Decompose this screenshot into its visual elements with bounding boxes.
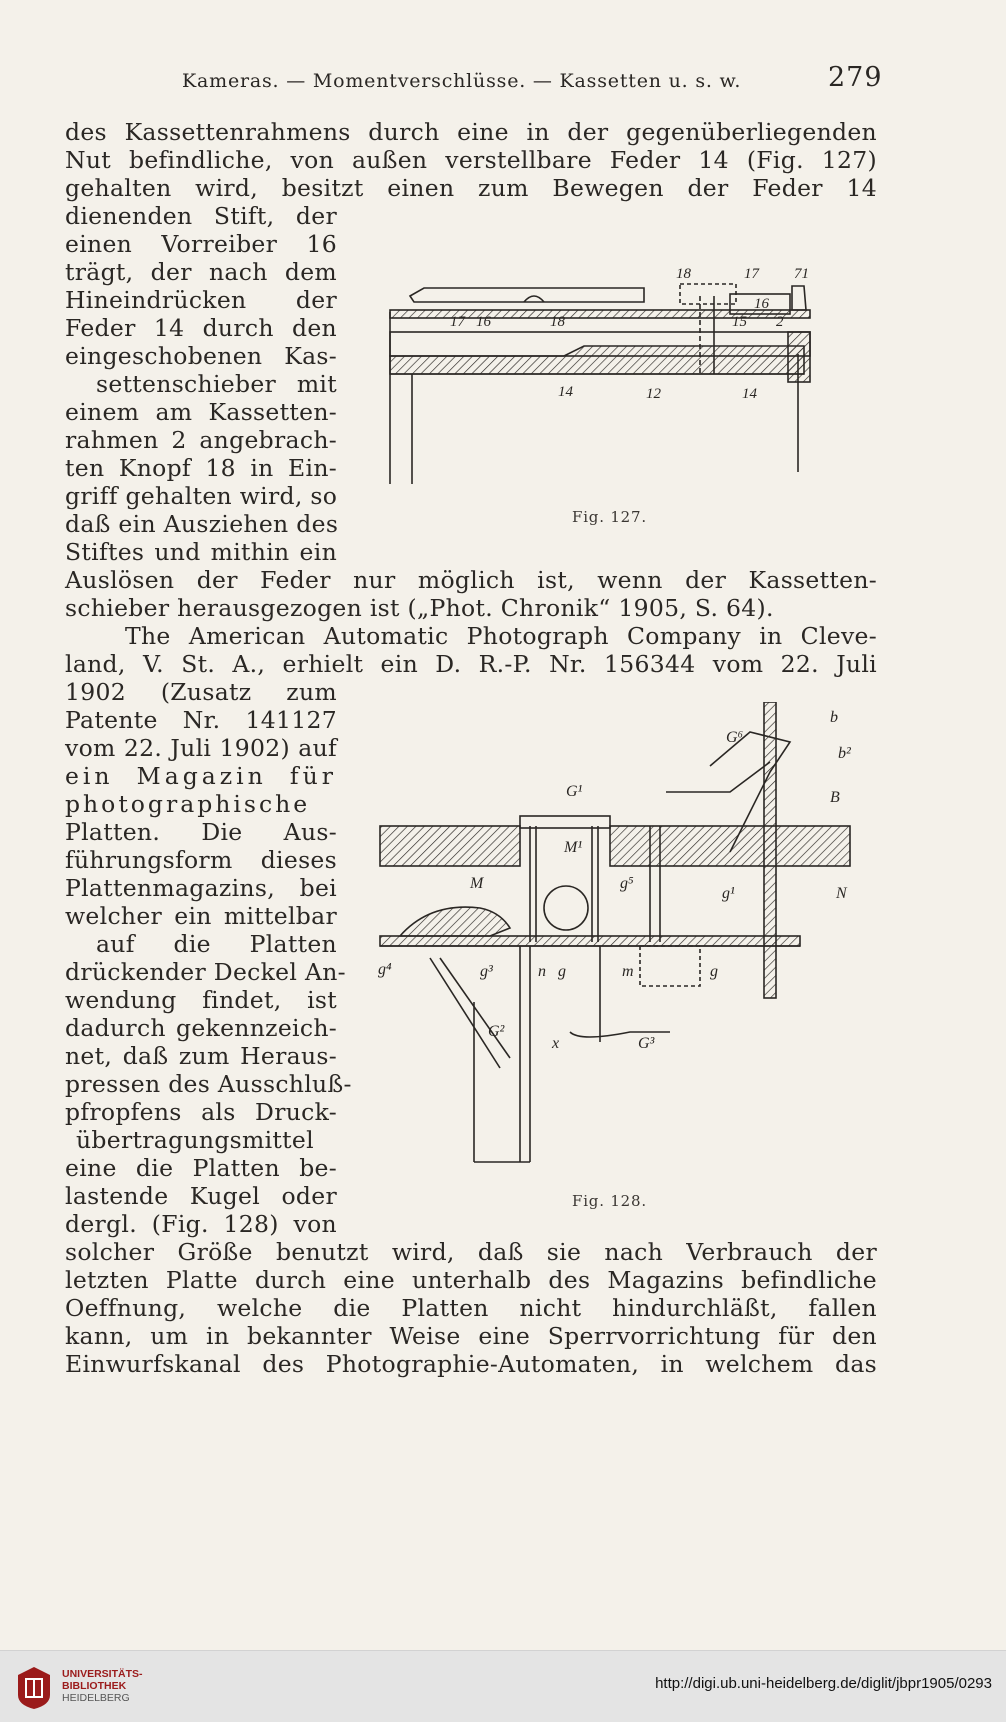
- fig128-label: n: [538, 963, 546, 980]
- logo-line: HEIDELBERG: [62, 1692, 130, 1704]
- fig127-label: 17: [450, 314, 465, 330]
- text-line: schieber herausgezogen ist („Phot. Chronik“ 1905, S. 64).: [65, 594, 774, 622]
- fig127-label: 71: [794, 266, 809, 282]
- fig128-label: G³: [638, 1035, 655, 1052]
- text-line: letzten Platte durch eine unterhalb des Magazins befindliche: [65, 1266, 877, 1294]
- library-footer: [0, 1650, 1006, 1722]
- text-line: führungsform dieses: [65, 846, 337, 874]
- fig128-label: G¹: [566, 783, 583, 800]
- text-line: Auslösen der Feder nur möglich ist, wenn der Kassetten-: [65, 566, 877, 594]
- source-url-link[interactable]: http://digi.ub.uni-heidelberg.de/diglit/jbpr1905/0293: [655, 1675, 992, 1692]
- fig127-label: 18: [676, 266, 691, 282]
- fig127-label: 12: [646, 386, 661, 402]
- fig128-label: g: [558, 963, 566, 980]
- text-line: auf die Platten: [96, 930, 337, 958]
- fig128-label: b²: [838, 745, 851, 762]
- text-line: daß ein Ausziehen des: [65, 510, 339, 538]
- fig128-label: M¹: [564, 839, 583, 856]
- fig127-label: 14: [558, 384, 573, 400]
- text-line: Patente Nr. 141127: [65, 706, 337, 734]
- text-line: griff gehalten wird, so: [65, 482, 338, 510]
- fig128-label: g⁴: [378, 961, 392, 978]
- text-line: land, V. St. A., erhielt ein D. R.-P. Nr. 156344 vom 22. Juli: [65, 650, 877, 678]
- library-logo-text: [62, 1668, 143, 1704]
- fig128-label: N: [836, 885, 847, 902]
- fig128-label: G⁶: [726, 729, 744, 746]
- text-line: net, daß zum Heraus-: [65, 1042, 337, 1070]
- fig128-label: x: [552, 1035, 560, 1052]
- text-line: Platten. Die Aus-: [65, 818, 337, 846]
- running-header: [0, 62, 1006, 102]
- fig128-label: B: [830, 789, 840, 806]
- fig128-label: g⁵: [620, 875, 634, 892]
- text-line: 1902 (Zusatz zum: [65, 678, 337, 706]
- text-line: ten Knopf 18 in Ein-: [65, 454, 337, 482]
- logo-line: BIBLIOTHEK: [62, 1680, 127, 1692]
- fig127-label: 18: [550, 314, 565, 330]
- fig128-label: g¹: [722, 885, 735, 902]
- fig127-label: 14: [742, 386, 757, 402]
- text-line: vom 22. Juli 1902) auf: [65, 734, 337, 762]
- text-line: wendung findet, ist: [65, 986, 337, 1014]
- fig128-label: g: [710, 963, 718, 980]
- fig127-label: 15: [732, 314, 747, 330]
- text-line: Nut befindliche, von außen verstellbare Feder 14 (Fig. 127): [65, 146, 877, 174]
- text-line: trägt, der nach dem: [65, 258, 337, 286]
- text-line: solcher Größe benutzt wird, daß sie nach Verbrauch der: [65, 1238, 877, 1266]
- text-line: gehalten wird, besitzt einen zum Bewegen der Feder 14: [65, 174, 877, 202]
- figure-128: [370, 702, 860, 1172]
- text-line: settenschieber mit: [96, 370, 337, 398]
- text-line: welcher ein mittelbar: [65, 902, 337, 930]
- text-line: des Kassettenrahmens durch eine in der gegenüberliegenden: [65, 118, 877, 146]
- text-line: eine die Platten be-: [65, 1154, 337, 1182]
- text-line: lastende Kugel oder: [65, 1182, 337, 1210]
- text-line: pfropfens als Druck-: [65, 1098, 337, 1126]
- fig128-label: G²: [488, 1023, 505, 1040]
- text-line: Plattenmagazins, bei: [65, 874, 337, 902]
- text-line: Hineindrücken der: [65, 286, 337, 314]
- text-line: Feder 14 durch den: [65, 314, 337, 342]
- text-line: The American Automatic Photograph Company in Cleve-: [125, 622, 877, 650]
- fig-127-caption: Fig. 127.: [572, 508, 647, 526]
- text-line: rahmen 2 angebrach-: [65, 426, 337, 454]
- text-line: übertragungsmittel: [76, 1126, 314, 1154]
- logo-line: UNIVERSITÄTS-: [62, 1668, 143, 1680]
- text-line: kann, um in bekannter Weise eine Sperrvorrichtung für den: [65, 1322, 877, 1350]
- running-title: Kameras. — Momentverschlüsse. — Kassetten u. s. w.: [182, 70, 742, 92]
- text-line: einen Vorreiber 16: [65, 230, 337, 258]
- fig-128-drawing: [370, 702, 860, 1172]
- fig127-label: 17: [744, 266, 759, 282]
- library-logo-icon: [14, 1665, 54, 1711]
- fig128-label: b: [830, 709, 838, 726]
- fig-127-drawing: [384, 266, 834, 494]
- figure-127: [384, 266, 834, 494]
- fig127-label: 16: [476, 314, 491, 330]
- fig128-label: g³: [480, 963, 493, 980]
- page-number: 279: [828, 62, 883, 93]
- text-line: dergl. (Fig. 128) von: [65, 1210, 337, 1238]
- fig127-label: 2: [776, 314, 784, 330]
- text-line: einem am Kassetten-: [65, 398, 337, 426]
- fig-128-caption: Fig. 128.: [572, 1192, 647, 1210]
- text-line: pressen des Ausschluß-: [65, 1070, 352, 1098]
- text-line: Einwurfskanal des Photographie-Automaten, in welchem das: [65, 1350, 877, 1378]
- fig128-label: M: [470, 875, 484, 892]
- text-line: dienenden Stift, der: [65, 202, 337, 230]
- fig128-label: m: [622, 963, 634, 980]
- text-line: eingeschobenen Kas-: [65, 342, 337, 370]
- text-line: dadurch gekennzeich-: [65, 1014, 337, 1042]
- text-line: Stiftes und mithin ein: [65, 538, 337, 566]
- text-line: Oeffnung, welche die Platten nicht hindurchläßt, fallen: [65, 1294, 877, 1322]
- text-line: photographische: [65, 790, 311, 818]
- text-line: drückender Deckel An-: [65, 958, 346, 986]
- fig127-label: 16: [754, 296, 769, 312]
- text-line: ein Magazin für: [65, 762, 337, 790]
